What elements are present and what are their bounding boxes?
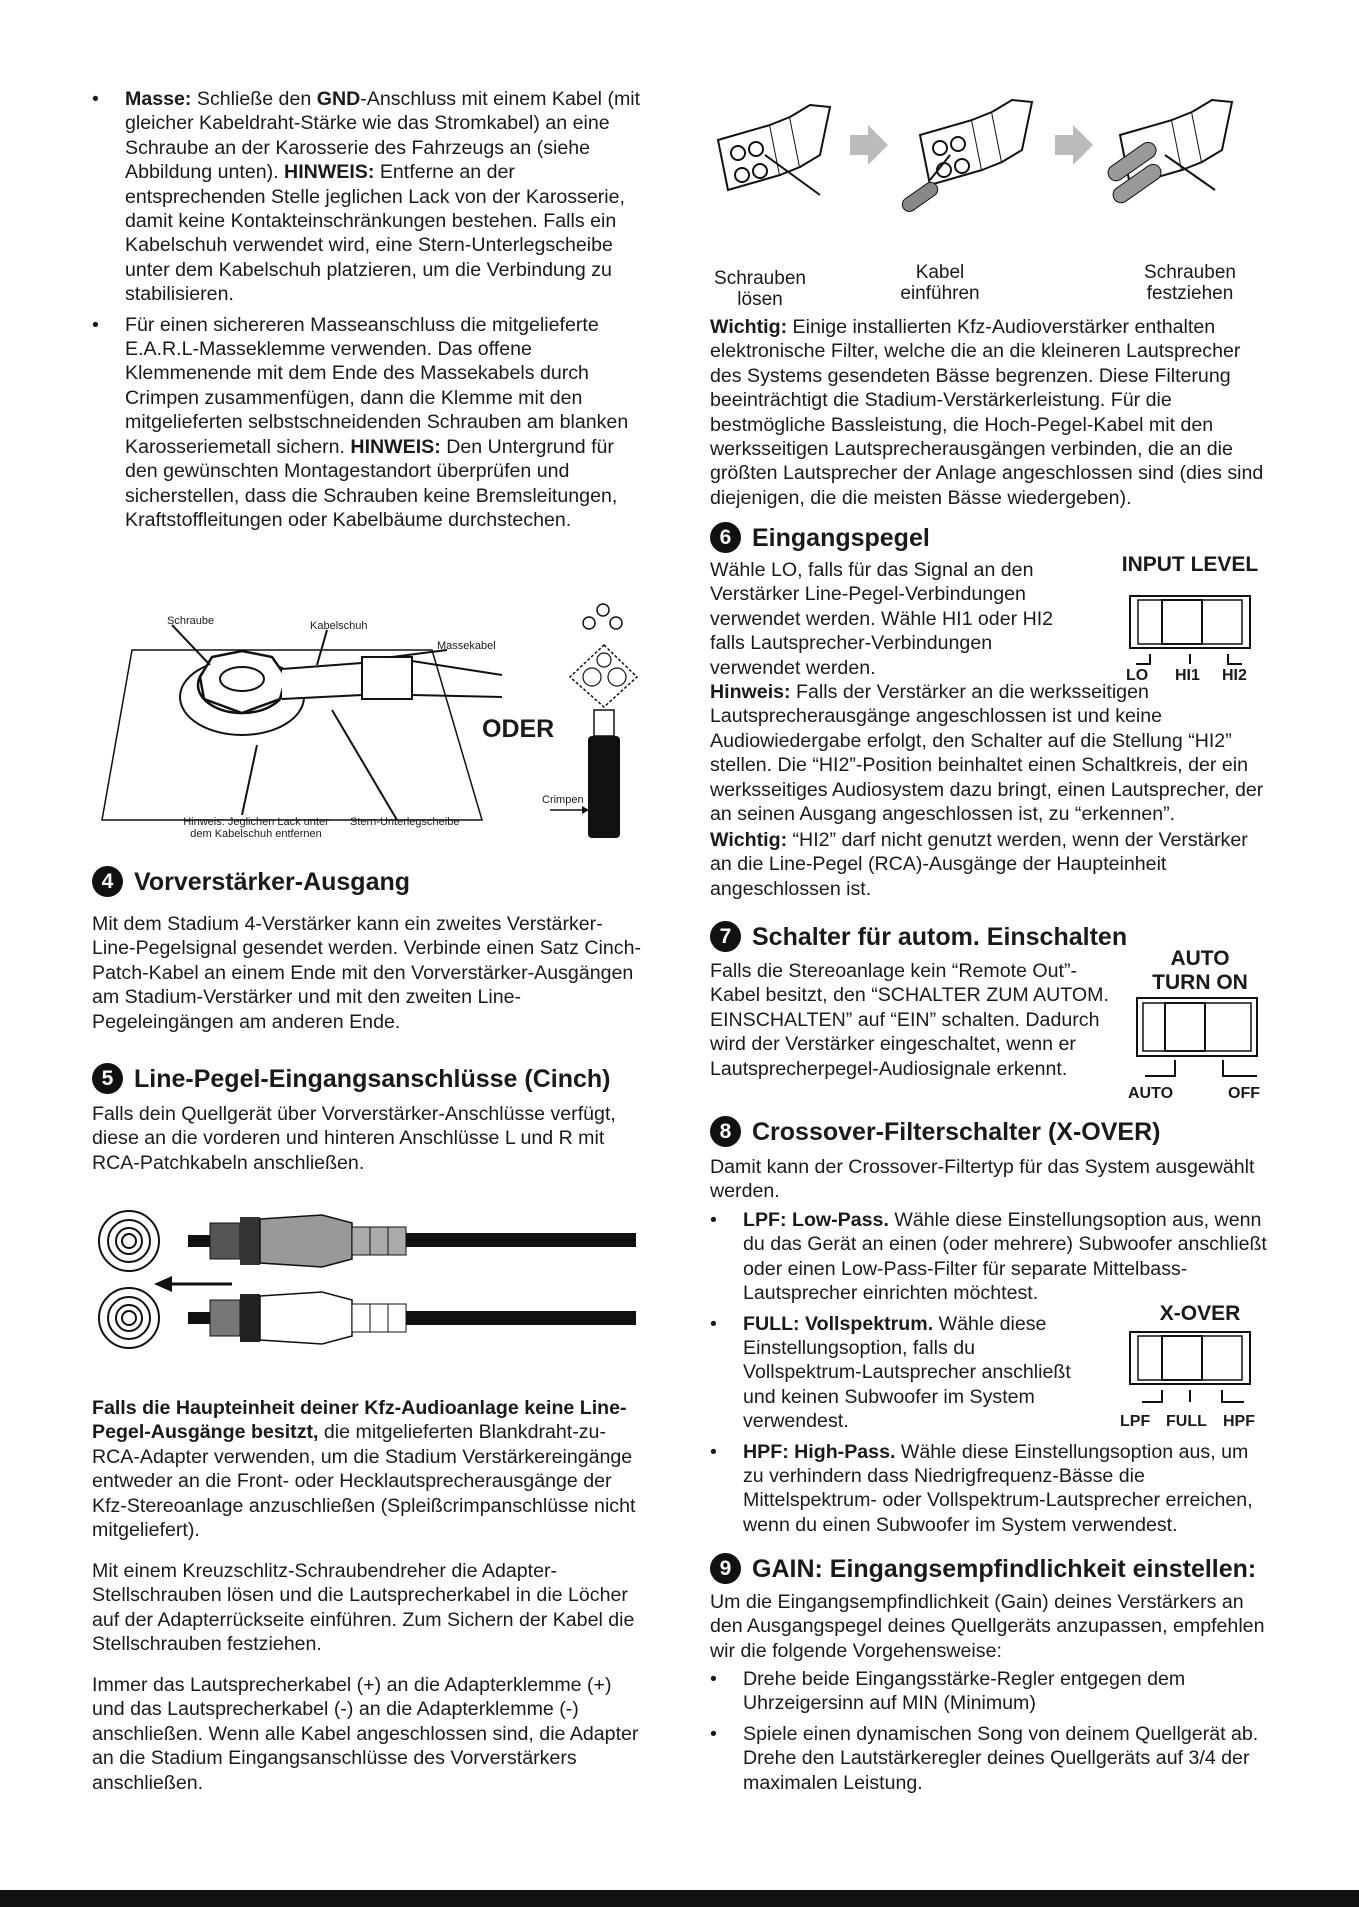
- wichtig-filter-note: [710, 315, 1270, 510]
- input-level-switch: [1128, 594, 1258, 674]
- switch-label-auto: AUTO: [1128, 1085, 1174, 1102]
- step-1-label: Schrauben lösen: [714, 268, 806, 310]
- rca-connectors-figure: [92, 1205, 652, 1365]
- section-5-bold-lead: Falls die Haupteinheit deiner Kfz-Audioanlage keine Line-Pegel-Ausgänge besitzt,: [92, 1397, 627, 1444]
- section-6-wichtig: [710, 828, 1270, 901]
- lpf-label: LPF: Low-Pass.: [743, 1209, 889, 1231]
- auto-turn-on-switch: [1135, 996, 1275, 1084]
- section-4-text: Mit dem Stadium 4-Verstärker kann ein zweites Verstärker-Line-Pegelsignal gesendet werden. Verbinde einen Satz Cinch-Patch-Kabel an einem Ende mit den Vorverstärker-Ausgängen am Stadium-Verstärker und mit den zweiten Line-Pegeleingängen am anderen Ende.: [92, 913, 641, 1033]
- wichtig-1-label: Wichtig:: [710, 316, 788, 338]
- ground-bullet-1-run: Masse:: [125, 88, 192, 110]
- section-5-number: 5: [92, 1063, 123, 1094]
- switch-label-lo: LO: [1126, 667, 1149, 684]
- section-5-bold-rest: die mitgelieferten Blankdraht-zu-RCA-Adapter verwenden, um die Stadium Verstärkereingänge entweder an die Front- oder Hecklautsprecherausgänge der Kfz-Stereoanlage anzuschließen (Spleißcrimpanschlüsse nicht mitgeliefert).: [92, 1421, 636, 1542]
- auto-turn-on-title: [1130, 947, 1270, 995]
- ground-bullet-2: [92, 313, 642, 533]
- section-7-text: Falls die Stereoanlage kein “Remote Out”-Kabel besitzt, den “SCHALTER ZUM AUTOM. EINSCHALTEN” auf “EIN” schalten. Dadurch wird der Verstärker eingeschaltet, wenn er Lautsprecherpegel-Audiosignale erkennt.: [710, 960, 1109, 1080]
- section-6-hinweis-text: Falls der Verstärker an die werksseitigen Lautsprecherausgänge angeschlossen ist und keine Audiowiedergabe erfolgt, den Schalter auf die Stellung “HI2” stellen. Die “HI2”-Position beinhaltet einen Schaltkreis, der ein werksseitiges Audiosystem dazu bringt, einen Lautsprecher, der an seinen Ausgang angeschlossen ist, zu “erkennen”.: [710, 681, 1264, 826]
- label-massekabel: Massekabel: [437, 640, 496, 652]
- ground-bullet-2-run: Den Untergrund für den gewünschten Montagestandort überprüfen und sicherstellen, dass die Schrauben keine Bremsleitungen, Kraftstoffleitungen oder Kabelbäume durchstechen.: [125, 435, 618, 531]
- section-5-para-2: Mit einem Kreuzschlitz-Schraubendreher die Adapter-Stellschrauben lösen und die Lautsprecherkabel in die Löcher auf der Adapterrückseite einführen. Zum Sichern der Kabel die Stellschrauben festziehen.: [92, 1560, 635, 1656]
- section-8-text: Damit kann der Crossover-Filtertyp für das System ausgewählt werden.: [710, 1156, 1255, 1203]
- hinweis-line-2: dem Kabelschuh entfernen: [190, 828, 322, 840]
- ground-bullets: [92, 87, 642, 532]
- ground-bullet-1-run: HINWEIS:: [284, 161, 375, 184]
- section-9-bullet-2: • Spiele einen dynamischen Song von deinem Quellgerät ab. Drehe den Lautstärkeregler deines Quellgeräts auf 3/4 der maximalen Leistung.: [710, 1722, 1270, 1795]
- ground-bullet-1-run: -Anschluss mit einem Kabel (mit gleicher Kabeldraht-Stärke wie das Stromkabel) an eine Schraube an der Karosserie des Fahrzeugs an (siehe Abbildung unten).: [125, 88, 641, 184]
- section-5-text: Falls dein Quellgerät über Vorverstärker-Anschlüsse verfügt, diese an die vorderen und hinteren Anschlüsse L und R mit RCA-Patchkabeln anschließen.: [92, 1103, 616, 1174]
- section-6-text: Wähle LO, falls für das Signal an den Verstärker Line-Pegel-Verbindungen verwendet werden. Wähle HI1 oder HI2 falls Lautsprecher-Verbindungen verwendet werden.: [710, 559, 1054, 679]
- ground-bullet-2-run: Für einen sichereren Masseanschluss die mitgelieferte E.A.R.L-Masseklemme verwenden. Das offene Klemmenende mit dem Ende des Massekabels durch Crimpen zusammenfügen, dann die Klemme mit den mitgelieferten selbstschneidenden Schrauben am blanken Karosseriemetall sichern.: [125, 313, 629, 458]
- step-2-label: Kabel einführen: [900, 262, 980, 304]
- section-9-number: 9: [710, 1553, 741, 1584]
- section-9-bullet-1: • Drehe beide Eingangsstärke-Regler entgegen dem Uhrzeigersinn auf MIN (Minimum): [710, 1667, 1270, 1716]
- ground-bullet-1-run: GND: [316, 88, 361, 110]
- section-9-text: Um die Eingangsempfindlichkeit (Gain) deines Verstärkers an den Ausgangspegel deines Quellgeräts anzupassen, empfehlen wir die folgende Vorgehensweise:: [710, 1591, 1265, 1662]
- section-7-title: Schalter für autom. Einschalten: [752, 922, 1128, 951]
- section-6-wichtig-label: Wichtig:: [710, 829, 788, 851]
- section-5-heading: [92, 1063, 610, 1094]
- section-4-heading: [92, 866, 410, 897]
- section-4-title: Vorverstärker-Ausgang: [134, 867, 411, 896]
- wichtig-1-text: Einige installierten Kfz-Audioverstärker enthalten elektronische Filter, welche die an die kleineren Lautsprecher des Systems gesendeten Bässe begrenzen. Diese Filterung beeinträchtigt die Stadium-Verstärkerleistung. Für die bestmögliche Bassleistung, die Hoch-Pegel-Kabel mit den werksseitigen Lautsprecherausgängen verbinden, die an die größten Lautsprecher der Anlage angeschlossen sind (dies sind diejenigen, die die meisten Bässe wiedergeben).: [710, 316, 1264, 509]
- lpf-text: Wähle diese Einstellungsoption aus, wenn du das Gerät an einen (oder mehrere) Subwoofer anschließt oder einen Low-Pass-Filter für separate Mittelbass-Lautsprecher einrichten möchtest.: [743, 1209, 1267, 1305]
- section-4-number: 4: [92, 866, 123, 897]
- ground-bullet-1: [92, 87, 642, 307]
- section-9-bullets: [710, 1667, 1270, 1795]
- section-6-hinweis: [710, 680, 1270, 826]
- switch-label-hi1: HI1: [1175, 667, 1200, 684]
- section-5-para-3: Immer das Lautsprecherkabel (+) an die Adapterklemme (+) und das Lautsprecherkabel (-) an die Adapterklemme (-) anschließen. Wenn alle Kabel angeschlossen sind, die Adapter an die Stadium Eingangsanschlüsse des Vorverstärkers anschließen.: [92, 1674, 639, 1794]
- x-over-title: X-OVER: [1159, 1302, 1241, 1325]
- adapter-steps-figure: [710, 95, 1270, 265]
- switch-label-off: OFF: [1228, 1085, 1260, 1102]
- hpf-label: HPF: High-Pass.: [743, 1440, 896, 1463]
- section-7-heading: [710, 921, 1127, 952]
- ground-bullet-1-run: Entferne an der entsprechenden Stelle jeglichen Lack von der Karosserie, damit keine Kontakteinschränkungen bestehen. Falls ein Kabelschuh verwendet wird, eine Stern-Unterlegscheibe unter dem Kabelschuh platzieren, um die Verbindung zu stabilisieren.: [125, 161, 625, 306]
- section-5-title: Line-Pegel-Eingangsanschlüsse (Cinch): [134, 1064, 611, 1093]
- section-7-number: 7: [710, 921, 741, 952]
- section-6-title: Eingangspegel: [752, 523, 930, 552]
- ground-bullet-1-run: Schließe den: [191, 88, 317, 110]
- section-6-number: 6: [710, 522, 741, 553]
- section-6-hinweis-label: Hinweis:: [710, 681, 791, 703]
- ground-bullet-2-run: HINWEIS:: [350, 435, 441, 458]
- section-5-bold-paragraph: [92, 1396, 642, 1542]
- section-9-title: GAIN: Eingangsempfindlichkeit einstellen:: [752, 1554, 1257, 1583]
- label-oder: ODER: [482, 715, 555, 743]
- section-6-wichtig-text: “HI2” darf nicht genutzt werden, wenn der Verstärker an die Line-Pegel (RCA)-Ausgänge der Haupteinheit angeschlossen ist.: [710, 829, 1248, 900]
- auto-turn-on-title-1: AUTO: [1170, 947, 1230, 970]
- section-6-heading: [710, 522, 930, 553]
- full-text: Wähle diese Einstellungsoption, falls du Vollspektrum-Lautsprecher anschließt und keinen Subwoofer im System verwendest.: [743, 1312, 1071, 1433]
- switch-label-hpf: HPF: [1223, 1413, 1255, 1430]
- auto-turn-on-title-2: TURN ON: [1152, 971, 1248, 994]
- section-8-bullet-hpf: [710, 1440, 1270, 1538]
- section-8-title: Crossover-Filterschalter (X-OVER): [752, 1117, 1161, 1146]
- footer-bar: [0, 1890, 1359, 1907]
- label-crimpen: Crimpen: [542, 794, 584, 806]
- step-3-label: Schrauben festziehen: [1144, 262, 1236, 304]
- hpf-text: Wähle diese Einstellungsoption aus, um zu verhindern dass Niedrigfrequenz-Bässe die Mittelspektrum- oder Vollspektrum-Lautsprecher erreichen, wenn du einen Subwoofer im System verwendest.: [743, 1440, 1253, 1536]
- label-kabelschuh: Kabelschuh: [310, 620, 368, 632]
- section-8-bullet-lpf: [710, 1208, 1270, 1306]
- switch-label-lpf: LPF: [1120, 1413, 1151, 1430]
- switch-label-hi2: HI2: [1222, 667, 1247, 684]
- switch-label-full: FULL: [1166, 1413, 1207, 1430]
- hinweis-line-1: Hinweis: Jeglichen Lack unter: [183, 816, 329, 828]
- label-stern: Stern-Unterlegscheibe: [350, 816, 460, 828]
- section-8-heading: [710, 1116, 1160, 1147]
- section-9-heading: [710, 1553, 1256, 1584]
- input-level-title: INPUT LEVEL: [1121, 553, 1259, 576]
- section-8-number: 8: [710, 1116, 741, 1147]
- label-hinweis-lack: [176, 816, 336, 840]
- section-8-bullet-full: [710, 1312, 1083, 1434]
- x-over-switch: [1128, 1330, 1258, 1412]
- full-label: FULL: Vollspektrum.: [743, 1312, 934, 1335]
- label-schraube: Schraube: [167, 615, 215, 627]
